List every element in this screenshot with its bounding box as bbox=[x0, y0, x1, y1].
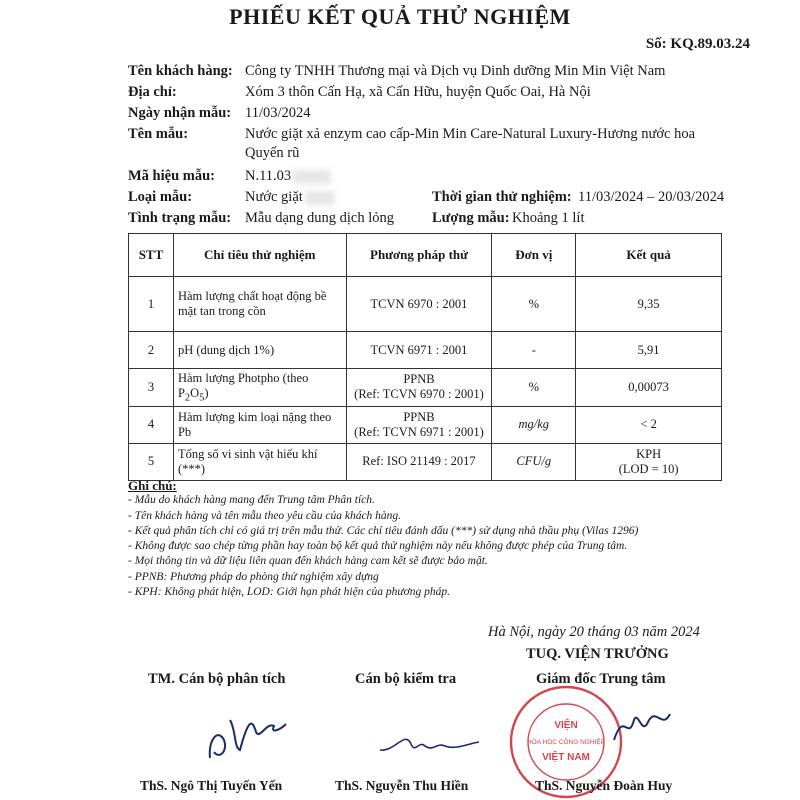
item-text: Hàm lượng Photpho (theo P bbox=[177, 371, 309, 400]
analyst-name: ThS. Ngô Thị Tuyến Yến bbox=[140, 778, 283, 793]
director-subtitle: Giám đốc Trung tâm bbox=[536, 671, 666, 687]
item-text-close: ) bbox=[204, 386, 209, 400]
customer-value: Công ty TNHH Thương mại và Dịch vụ Dinh dưỡng Min Min Việt Nam bbox=[245, 63, 666, 79]
address-label: Địa chỉ: bbox=[128, 84, 177, 100]
stamp-text-bottom: VIỆT NAM bbox=[542, 752, 590, 763]
table-header-row bbox=[129, 234, 722, 277]
director-title: TUQ. VIỆN TRƯỞNG bbox=[526, 646, 669, 662]
type-text: Nước giặt bbox=[245, 189, 303, 205]
document-number: Số: KQ.89.03.24 bbox=[645, 36, 750, 52]
director-signature bbox=[610, 700, 680, 750]
cell-item: Tổng số vi sinh vật hiếu khí (***) bbox=[173, 443, 346, 480]
issue-date: Hà Nội, ngày 20 tháng 03 năm 2024 bbox=[488, 624, 700, 640]
subscript-2: 2 bbox=[184, 392, 191, 404]
table-row bbox=[129, 277, 722, 332]
subscript-5: 5 bbox=[199, 392, 205, 404]
notes-heading: Ghi chú: bbox=[128, 478, 177, 493]
type-label: Loại mẫu: bbox=[128, 189, 193, 205]
table-row bbox=[129, 332, 722, 369]
cell-unit: CFU/g bbox=[492, 443, 576, 480]
document-title: PHIẾU KẾT QUẢ THỬ NGHIỆM bbox=[229, 4, 571, 29]
cell-method: Ref: ISO 21149 : 2017 bbox=[346, 443, 492, 480]
header-stt: STT bbox=[129, 234, 174, 277]
amount-value: Khoảng 1 lít bbox=[512, 210, 585, 226]
cell-method: TCVN 6970 : 2001 bbox=[346, 277, 492, 332]
method-line2: (Ref: TCVN 6971 : 2001) bbox=[354, 424, 484, 439]
cell-result bbox=[576, 443, 722, 480]
received-label: Ngày nhận mẫu: bbox=[128, 105, 232, 121]
notes-section bbox=[128, 478, 638, 600]
cell-result: 0,00073 bbox=[576, 369, 722, 407]
header-item: Chỉ tiêu thử nghiệm bbox=[173, 234, 346, 277]
period-value: 11/03/2024 – 20/03/2024 bbox=[578, 189, 725, 205]
note-item: - Mọi thông tin và dữ liệu liên quan đến khách hàng cam kết sẽ được bảo mật. bbox=[128, 555, 488, 568]
code-value bbox=[245, 168, 331, 185]
analyst-signature bbox=[200, 700, 290, 765]
cell-stt: 1 bbox=[129, 277, 174, 332]
cell-stt: 3 bbox=[129, 369, 174, 407]
cell-stt: 4 bbox=[129, 406, 174, 443]
state-value: Mẫu dạng dung dịch lỏng bbox=[245, 210, 395, 226]
state-label: Tình trạng mẫu: bbox=[128, 210, 232, 226]
header-method: Phương pháp thử bbox=[346, 234, 492, 277]
note-item: - Kết quả phân tích chỉ có giá trị trên mẫu thử. Các chỉ tiêu đánh dấu (***) sử dụng nhà thầu phụ (Vilas 1296) bbox=[128, 524, 639, 537]
results-table bbox=[128, 233, 722, 481]
director-name: ThS. Nguyễn Đoàn Huy bbox=[535, 778, 673, 793]
type-value bbox=[245, 189, 335, 206]
note-item: - Không được sao chép từng phần hay toàn bộ kết quả thử nghiệm này nếu không được phép của Trung tâm. bbox=[128, 540, 628, 553]
code-text: N.11.03 bbox=[245, 168, 292, 184]
code-label: Mã hiệu mẫu: bbox=[128, 168, 215, 184]
inspector-name: ThS. Nguyễn Thu Hiền bbox=[335, 778, 469, 793]
cell-stt: 2 bbox=[129, 332, 174, 369]
analyst-title: TM. Cán bộ phân tích bbox=[148, 671, 286, 687]
cell-unit: mg/kg bbox=[492, 406, 576, 443]
cell-result: 9,35 bbox=[576, 277, 722, 332]
cell-unit: % bbox=[492, 369, 576, 407]
amount-label: Lượng mẫu: bbox=[432, 210, 510, 226]
inspector-title: Cán bộ kiểm tra bbox=[355, 671, 457, 687]
result-line2: (LOD = 10) bbox=[618, 461, 679, 476]
result-line1: KPH bbox=[636, 446, 662, 461]
cell-result: 5,91 bbox=[576, 332, 722, 369]
sample-value-line2: Quyến rũ bbox=[245, 145, 300, 161]
cell-item bbox=[173, 369, 346, 407]
item-text-o: O bbox=[190, 386, 200, 400]
note-item: - KPH: Không phát hiện, LOD: Giới hạn phát hiện của phương pháp. bbox=[128, 586, 450, 599]
note-item: - Tên khách hàng và tên mẫu theo yêu cầu của khách hàng. bbox=[128, 509, 402, 522]
sample-value-line1: Nước giặt xả enzym cao cấp-Min Min Care-Natural Luxury-Hương nước hoa bbox=[245, 126, 696, 142]
cell-method: TCVN 6971 : 2001 bbox=[346, 332, 492, 369]
cell-method bbox=[346, 406, 492, 443]
note-item: - PPNB: Phương pháp do phòng thử nghiệm xây dựng bbox=[128, 570, 379, 583]
note-item: - Mẫu do khách hàng mang đến Trung tâm Phân tích. bbox=[128, 494, 375, 507]
cell-item: Hàm lượng chất hoạt động bề mặt tan trong cồn bbox=[173, 277, 346, 332]
received-value: 11/03/2024 bbox=[245, 105, 311, 121]
cell-item: pH (dung dịch 1%) bbox=[173, 332, 346, 369]
table-row bbox=[129, 443, 722, 480]
stamp-text-center: VIỆN bbox=[554, 720, 578, 731]
redaction-blur bbox=[293, 170, 331, 184]
cell-stt: 5 bbox=[129, 443, 174, 480]
stamp-text-mid: HÓA HỌC CÔNG NGHIỆP bbox=[526, 739, 606, 746]
sample-label: Tên mẫu: bbox=[128, 126, 189, 142]
redaction-blur-2 bbox=[305, 191, 335, 205]
cell-unit: % bbox=[492, 277, 576, 332]
header-result: Kết quả bbox=[576, 234, 722, 277]
table-row bbox=[129, 406, 722, 443]
table-row bbox=[129, 369, 722, 407]
address-value: Xóm 3 thôn Cấn Hạ, xã Cấn Hữu, huyện Quốc Oai, Hà Nội bbox=[245, 84, 591, 100]
period-label: Thời gian thử nghiệm: bbox=[432, 189, 572, 205]
cell-method bbox=[346, 369, 492, 407]
method-line1: PPNB bbox=[403, 372, 435, 387]
method-line1: PPNB bbox=[403, 409, 435, 424]
inspector-signature bbox=[375, 720, 485, 765]
cell-result: < 2 bbox=[576, 406, 722, 443]
cell-item: Hàm lượng kim loại nặng theo Pb bbox=[173, 406, 346, 443]
customer-label: Tên khách hàng: bbox=[128, 63, 233, 79]
header-unit: Đơn vị bbox=[492, 234, 576, 277]
cell-unit: - bbox=[492, 332, 576, 369]
method-line2: (Ref: TCVN 6970 : 2001) bbox=[354, 387, 484, 402]
